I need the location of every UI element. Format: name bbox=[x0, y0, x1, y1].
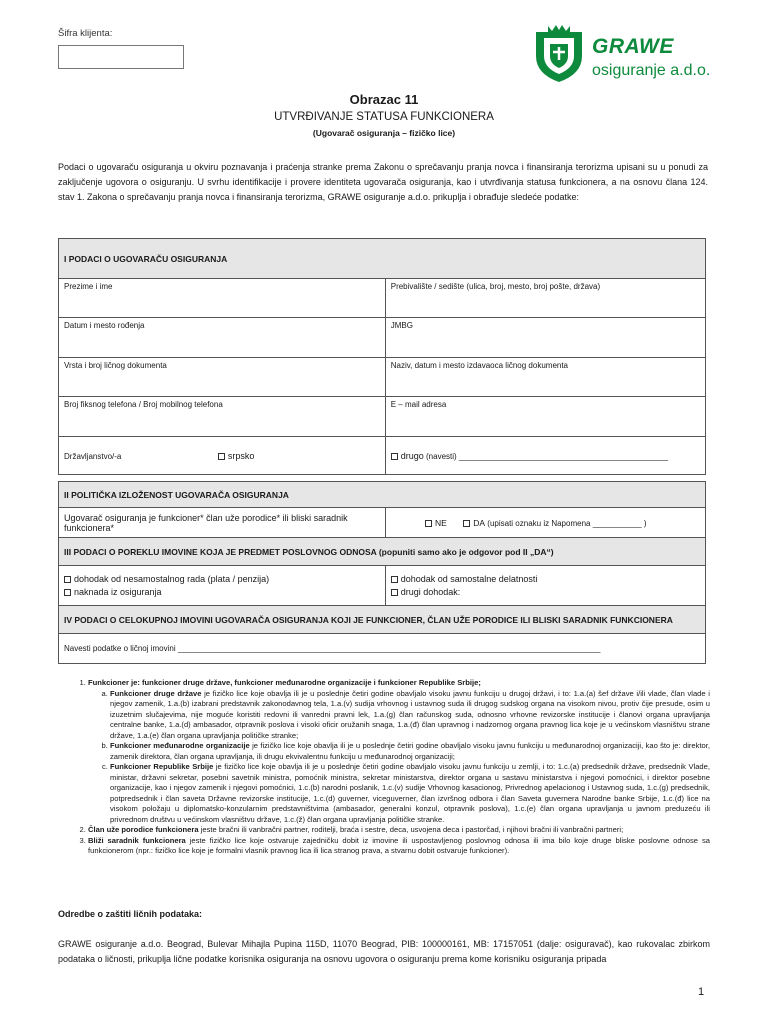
employment-income-checkbox[interactable] bbox=[64, 576, 71, 583]
other-citizenship-cell bbox=[385, 437, 705, 475]
pep-yes-checkbox[interactable] bbox=[463, 520, 470, 527]
note-1a: a. Funkcioner druge države je fizičko lice koje obavlja ili je u poslednje četiri godine obavljalo visoku javnu funkciju u drugoj državi, i to: 1.a.(a) šef države i/ili vlade, član vlade i njegov zamenik, 1.a.(b) izabrani predstavnik zakonodavnog tela, 1.a.(v) sudija vrhovnog i ustavnog suda ili drugog sudskog organa na visokom nivou, protiv čije presude, osim u izuzetnim slučajevima, nije moguće koristiti redovni ili vanredni pravni lek, 1.a.(g) član računskog suda, odnosno vrhovne revizorske institucije i članovi organa upravljanja centralne banke, 1.a.(d) ambasador, otpravnik poslova i visoki oficir oružanih snaga, 1.a.(đ) član upravnog i nadzornog organa pravnog lica koje je u većinskom vlasništvu strane države, 1.a.(e) član organa upravljanja političke stranke; bbox=[110, 689, 710, 742]
note-1-heading: Funkcioner je: funkcioner druge države, funkcioner međunarodne organizacije i funkcioner Republike Srbije; bbox=[88, 678, 481, 687]
insurance-payout-checkbox[interactable] bbox=[64, 589, 71, 596]
birth-field[interactable]: Datum i mesto rođenja bbox=[59, 318, 386, 358]
issuer-field[interactable]: Naziv, datum i mesto izdavaoca ličnog dokumenta bbox=[385, 358, 705, 397]
logo-brand-text: GRAWE bbox=[592, 35, 674, 58]
insurance-payout-label: naknada iz osiguranja bbox=[74, 586, 162, 597]
form-subsubtitle: (Ugovarač osiguranja – fizičko lice) bbox=[312, 128, 456, 138]
serbian-checkbox[interactable] bbox=[218, 453, 225, 460]
privacy-heading: Odredbe o zaštiti ličnih podataka: bbox=[58, 909, 203, 919]
document-field[interactable]: Vrsta i broj ličnog dokumenta bbox=[59, 358, 386, 397]
other-income-checkbox[interactable] bbox=[391, 589, 398, 596]
pep-no-checkbox[interactable] bbox=[425, 520, 432, 527]
asset-origin-right bbox=[385, 566, 705, 606]
note-1 bbox=[88, 678, 710, 825]
other-citizenship-field[interactable]: (navesti) _______________________________________________ bbox=[426, 451, 669, 461]
pep-question: Ugovarač osiguranja je funkcioner* član uže porodice* ili bliski saradnik funkcionera* bbox=[59, 508, 386, 538]
self-employment-checkbox[interactable] bbox=[391, 576, 398, 583]
pep-no-label: NE bbox=[434, 517, 447, 528]
section1-header: I PODACI O UGOVARAČU OSIGURANJA bbox=[59, 239, 706, 279]
pep-yes-note[interactable]: (upisati oznaku iz Napomena ___________ ) bbox=[487, 518, 647, 528]
citizenship-label: Državljanstvo/-a bbox=[64, 451, 122, 461]
name-field[interactable]: Prezime i ime bbox=[59, 279, 386, 318]
email-field[interactable]: E – mail adresa bbox=[385, 397, 705, 437]
jmbg-field[interactable]: JMBG bbox=[385, 318, 705, 358]
page-number: 1 bbox=[698, 986, 705, 998]
section4-header: IV PODACI O CELOKUPNOJ IMOVINI UGOVARAČA OSIGURANJA KOJI JE FUNKCIONER, ČLAN UŽE PORODICE ILI BLISKI SARADNIK FUNKCIONERA bbox=[59, 606, 706, 634]
section2-header: II POLITIČKA IZLOŽENOST UGOVARAČA OSIGURANJA bbox=[59, 482, 706, 508]
client-form-table bbox=[58, 238, 706, 664]
grawe-logo bbox=[530, 22, 716, 90]
logo-subtitle: osiguranje a.d.o. bbox=[592, 62, 711, 79]
form-subtitle: UTVRĐIVANJE STATUSA FUNKCIONERA bbox=[274, 111, 494, 123]
citizenship-cell bbox=[59, 437, 386, 475]
phone-field[interactable]: Broj fiksnog telefona / Broj mobilnog telefona bbox=[59, 397, 386, 437]
note-3: 3. Bliži saradnik funkcionera jeste fizičko lice koje ostvaruje zajedničku dobit iz imovine ili uspostavljenog poslovnog odnosa ili ima bilo koje druge bliske poslovne odnose sa funkcionerom (npr.: fizičko lice koje je formalni vlasnik pravnog lica ili lica stranog prava, a stvarnu dobit ostvaruje funkcioner). bbox=[88, 836, 710, 857]
section3-header: III PODACI O POREKLU IMOVINE KOJA JE PREDMET POSLOVNOG ODNOSA (popuniti samo ako je odgovor pod II „DA“) bbox=[59, 538, 706, 566]
serbian-label: srpsko bbox=[227, 450, 255, 461]
note-1b: b. Funkcioner međunarodne organizacije je fizičko lice koje obavlja ili je u poslednje četiri godine obavljalo visoku javnu funkciju u međunarodnoj organizaciji, kao što je: direktor, zamenik direktora, član organa upravljanja, ili drugu ekvivalentnu funkciju u međunarodnoj organizaciji; bbox=[110, 741, 710, 762]
privacy-paragraph: GRAWE osiguranje a.d.o. Beograd, Bulevar Mihajla Pupina 115D, 11070 Beograd, PIB: 100000161, MB: 17157051 (dalje: osiguravač), kao rukovalac zbirkom podataka o ličnosti, prikuplja lične podatke korisnika osiguranja na osnovu ugovora o osiguranju prema kome korisniku osiguranja pripada bbox=[58, 939, 710, 964]
note-2: 2. Član uže porodice funkcionera jeste bračni ili vanbračni partner, roditelji, braća i sestre, deca, usvojena deca i pastorčad, i njihovi bračni ili vanbračni partneri; bbox=[88, 825, 710, 836]
self-employment-label: dohodak od samostalne delatnosti bbox=[400, 573, 538, 584]
intro-paragraph: Podaci o ugovaraču osiguranja u okviru poznavanja i praćenja stranke prema Zakonu o sprečavanju pranja novca i finansiranja terorizma upisani su u ponudi za zaključenje ugovora o osiguranju. U svrhu identifikacije i provere identiteta ugovarača osiguranja, kao i utvrđivanja statusa funkcionera, a na osnovu člana 124. stav 1. Zakona o sprečavanju pranja novca i finansiranja terorizma, GRAWE osiguranje a.d.o. prikuplja i obrađuje sledeće podatke: bbox=[58, 162, 708, 202]
other-income-label: drugi dohodak: bbox=[400, 586, 461, 597]
employment-income-label: dohodak od nesamostalnog rada (plata / penzija) bbox=[74, 573, 270, 584]
asset-origin-left bbox=[59, 566, 386, 606]
note-1c: c. Funkcioner Republike Srbije je fizičko lice koje obavlja ili je u poslednje četiri godine obavljalo visoku javnu funkciju u zemlji, i to: 1.c.(a) predsednik države, predsednik Vlade, ministar, državni sekretar, posebni savetnik ministra, pomoćnik ministra, sekretar ministarstva, direktor organa u sastavu ministarstva i njegovi pomoćnici, i direktor posebne organizacije, kao i njegov zamenik i njegovi pomoćnici, 1.c.(b) narodni poslanik, 1.c.(v) sudije Vrhovnog kasacionog, Privrednog apelacionog i Ustavnog suda, 1.c.(g) predsednik, potpredsednik i član saveta Državne revizorske institucije, 1.c.(d) guverner, viceguverner, član izvršnog odbora i član Saveta guvernera Narodne banke Srbije, 1.c.(đ) lice na visokom položaju u diplomatsko-konzularnim predstavništvima (ambasador, generalni konzul, otpravnik poslova), 1.c.(e) član organa upravljanja u javnom preduzeću ili privrednom društvu u većinskom vlasništvu države, 1.c.(ž) član organa upravljanja političke stranke. bbox=[110, 762, 710, 825]
other-label: drugo bbox=[400, 450, 424, 461]
notes-section bbox=[58, 678, 710, 857]
personal-assets-field[interactable]: Navesti podatke o ličnoj imovini _______________________________________________________________________________________________ bbox=[59, 634, 706, 664]
grawe-crest-logo bbox=[530, 22, 588, 84]
pep-yes-label: DA bbox=[473, 517, 486, 528]
client-code-input[interactable] bbox=[58, 45, 184, 69]
other-checkbox[interactable] bbox=[391, 453, 398, 460]
form-title: Obrazac 11 bbox=[349, 92, 419, 107]
client-code-label: Šifra klijenta: bbox=[58, 28, 113, 39]
pep-answer-cell bbox=[385, 508, 705, 538]
residence-field[interactable]: Prebivalište / sedište (ulica, broj, mesto, broj pošte, država) bbox=[385, 279, 705, 318]
